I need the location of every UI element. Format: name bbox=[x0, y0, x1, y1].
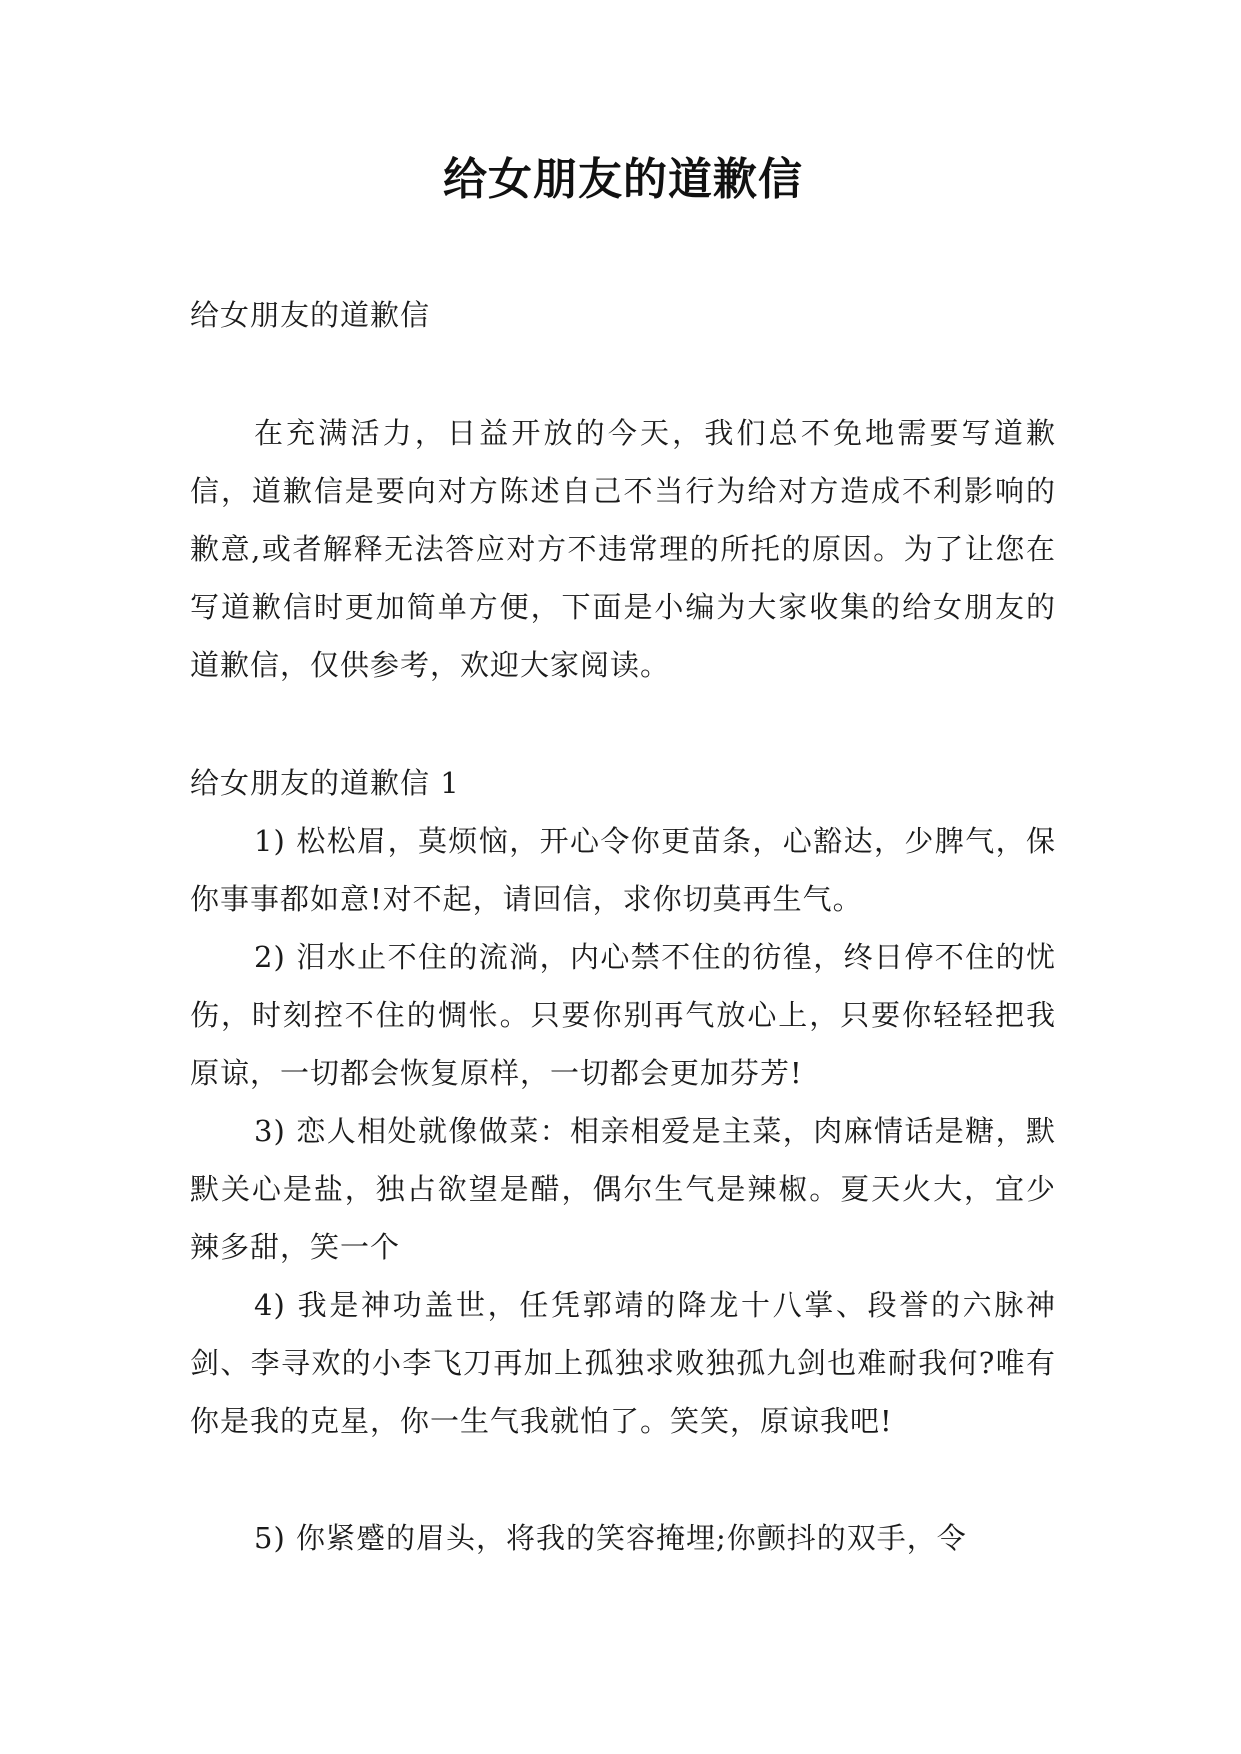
document-page bbox=[190, 0, 1056, 1754]
apology-paragraph-2: 2) 泪水止不住的流淌，内心禁不住的彷徨，终日停不住的忧伤，时刻控不住的惆怅。只要你别再气放心上，只要你轻轻把我原谅，一切都会恢复原样，一切都会更加芬芳! bbox=[190, 940, 1056, 1090]
document-subtitle: 给女朋友的道歉信 bbox=[190, 298, 431, 332]
apology-paragraph-1: 1) 松松眉，莫烦恼，开心令你更苗条，心豁达，少脾气，保你事事都如意!对不起，请回信，求你切莫再生气。 bbox=[190, 824, 1056, 916]
apology-paragraph-4: 4) 我是神功盖世，任凭郭靖的降龙十八掌、段誉的六脉神剑、李寻欢的小李飞刀再加上孤独求败独孤九剑也难耐我何?唯有你是我的克星，你一生气我就怕了。笑笑，原谅我吧! bbox=[190, 1288, 1056, 1438]
apology-paragraph-3: 3) 恋人相处就像做菜：相亲相爱是主菜，肉麻情话是糖，默默关心是盐，独占欲望是醋，偶尔生气是辣椒。夏天火大，宜少辣多甜，笑一个 bbox=[190, 1114, 1056, 1264]
intro-paragraph: 在充满活力，日益开放的今天，我们总不免地需要写道歉信，道歉信是要向对方陈述自己不当行为给对方造成不利影响的歉意,或者解释无法答应对方不违常理的所托的原因。为了让您在写道歉信时更加简单方便，下面是小编为大家收集的给女朋友的道歉信，仅供参考，欢迎大家阅读。 bbox=[190, 416, 1056, 682]
document-title: 给女朋友的道歉信 bbox=[443, 154, 803, 205]
apology-paragraph-5: 5) 你紧蹙的眉头，将我的笑容掩埋;你颤抖的双手，令 bbox=[254, 1521, 967, 1555]
section-heading: 给女朋友的道歉信 1 bbox=[190, 766, 460, 800]
